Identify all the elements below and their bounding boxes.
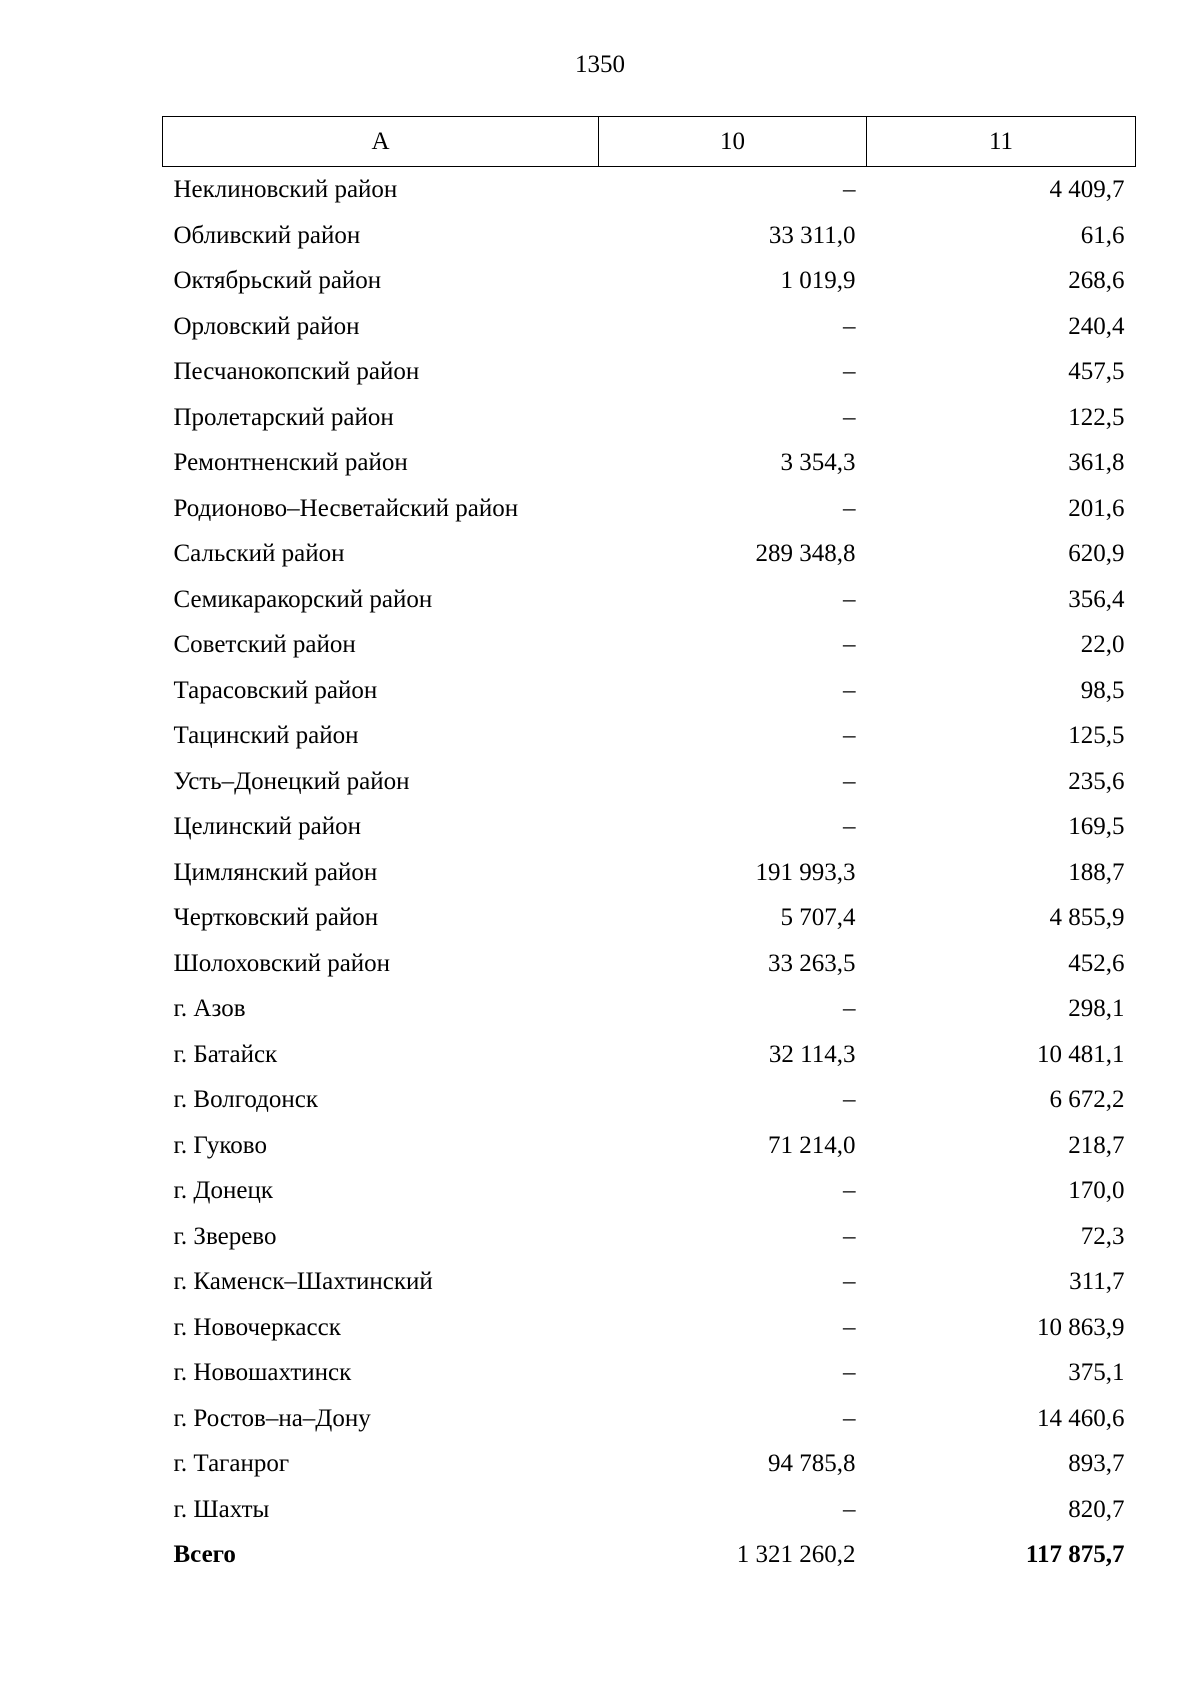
header-cell-11: 11 (867, 117, 1136, 167)
total-value-10: 1 321 260,2 (736, 1541, 856, 1568)
table-row (163, 1032, 1136, 1078)
row-value-10: – (843, 813, 856, 840)
table-row (163, 622, 1136, 668)
row-name: Ремонтненский район (173, 449, 408, 476)
row-value-10: 1 019,9 (780, 267, 856, 294)
row-value-11: 375,1 (1068, 1359, 1125, 1386)
row-name: г. Шахты (173, 1495, 270, 1523)
table-row (163, 850, 1136, 896)
table-row (163, 986, 1136, 1032)
row-name: г. Гуково (173, 1131, 267, 1159)
row-value-10: – (843, 1359, 856, 1386)
row-name: Неклиновский район (173, 176, 398, 203)
table-row (163, 713, 1136, 759)
total-value-11: 117 875,7 (1025, 1541, 1125, 1568)
page-number: 1350 (575, 51, 625, 78)
row-value-10: 33 311,0 (768, 221, 856, 249)
row-value-11: 10 863,9 (1037, 1313, 1125, 1341)
row-name: Песчанокопский район (173, 358, 420, 385)
row-value-11: 820,7 (1068, 1495, 1125, 1523)
row-value-10: – (843, 585, 856, 613)
header-row (163, 117, 1136, 167)
table-row (163, 759, 1136, 805)
table-row (163, 1350, 1136, 1396)
row-name: г. Новочеркасск (173, 1313, 341, 1341)
row-value-10: 94 785,8 (768, 1450, 856, 1477)
row-name: Советский район (173, 631, 356, 658)
row-name: Шолоховский район (173, 949, 391, 977)
table-row (163, 1305, 1136, 1351)
row-name: Родионово–Несветайский район (173, 494, 519, 522)
row-value-11: 356,4 (1068, 585, 1125, 613)
row-name: Орловский район (173, 312, 360, 340)
table-row (163, 486, 1136, 532)
table-row (163, 1396, 1136, 1442)
row-value-10: – (843, 722, 856, 749)
table-row (163, 167, 1136, 213)
row-value-10: – (843, 995, 856, 1022)
row-name: г. Донецк (173, 1177, 273, 1204)
row-value-11: 61,6 (1080, 221, 1125, 249)
row-name: г. Новошахтинск (173, 1359, 352, 1386)
row-value-11: 4 855,9 (1049, 904, 1125, 931)
header-cell-10: 10 (599, 117, 867, 167)
row-name: Цимлянский район (173, 858, 378, 886)
row-value-11: 6 672,2 (1049, 1086, 1125, 1113)
row-name: Целинский район (173, 813, 361, 840)
row-value-11: 14 460,6 (1037, 1404, 1125, 1432)
row-name: г. Волгодонск (173, 1086, 319, 1113)
row-value-11: 169,5 (1068, 813, 1125, 840)
row-value-11: 620,9 (1068, 540, 1125, 567)
row-value-11: 361,8 (1068, 449, 1125, 476)
row-value-11: 457,5 (1068, 358, 1125, 385)
row-value-11: 22,0 (1080, 631, 1125, 658)
row-value-10: – (843, 312, 856, 340)
row-value-11: 298,1 (1068, 995, 1125, 1022)
table-row (163, 895, 1136, 941)
row-value-10: – (843, 1404, 856, 1432)
row-value-10: 71 214,0 (768, 1131, 856, 1159)
row-value-11: 188,7 (1068, 858, 1125, 886)
row-value-10: – (843, 1086, 856, 1113)
table-row (163, 804, 1136, 850)
table-row (163, 1077, 1136, 1123)
table-row (163, 668, 1136, 714)
row-value-10: – (843, 403, 856, 431)
table-row (163, 941, 1136, 987)
row-name: Тарасовский район (173, 676, 378, 704)
data-table (162, 116, 1136, 1578)
row-name: г. Каменск–Шахтинский (173, 1268, 433, 1295)
table-row (163, 531, 1136, 577)
row-value-11: 452,6 (1068, 949, 1125, 977)
row-value-11: 240,4 (1068, 312, 1125, 340)
row-value-10: – (843, 1177, 856, 1204)
row-name: г. Зверево (173, 1222, 277, 1250)
row-value-11: 125,5 (1068, 722, 1125, 749)
row-value-11: 10 481,1 (1037, 1040, 1125, 1068)
row-name: г. Ростов–на–Дону (173, 1404, 371, 1432)
table-row (163, 395, 1136, 441)
row-value-11: 893,7 (1068, 1450, 1125, 1477)
row-name: г. Азов (173, 995, 246, 1022)
total-label: Всего (173, 1541, 236, 1568)
row-value-11: 4 409,7 (1049, 176, 1125, 203)
header-cell-a: А (163, 117, 599, 167)
row-value-11: 122,5 (1068, 403, 1125, 431)
row-value-10: 5 707,4 (780, 904, 856, 931)
row-value-10: – (843, 1495, 856, 1523)
row-value-10: – (843, 676, 856, 704)
table-row (163, 1123, 1136, 1169)
row-name: Тацинский район (173, 722, 359, 749)
table-row (163, 1214, 1136, 1260)
table-body (163, 167, 1136, 1578)
row-name: Октябрьский район (173, 267, 382, 294)
row-value-10: – (843, 176, 856, 203)
table-row (163, 1168, 1136, 1214)
row-name: г. Таганрог (173, 1450, 290, 1477)
row-value-10: 33 263,5 (768, 949, 856, 977)
total-row (163, 1532, 1136, 1578)
row-value-10: – (843, 494, 856, 522)
row-value-11: 311,7 (1069, 1268, 1125, 1295)
table-row (163, 258, 1136, 304)
row-value-11: 268,6 (1068, 267, 1125, 294)
row-name: Семикаракорский район (173, 585, 433, 613)
row-value-11: 72,3 (1080, 1222, 1125, 1250)
row-value-10: 3 354,3 (780, 449, 856, 476)
table-row (163, 1441, 1136, 1487)
row-name: Обливский район (173, 221, 361, 249)
table-row (163, 1259, 1136, 1305)
table-header (163, 117, 1136, 167)
row-value-10: – (843, 767, 856, 795)
row-name: Сальский район (173, 540, 345, 567)
row-value-11: 98,5 (1080, 676, 1125, 704)
row-value-10: – (843, 358, 856, 385)
row-name: г. Батайск (173, 1040, 278, 1068)
row-name: Пролетарский район (173, 403, 394, 431)
table-row (163, 577, 1136, 623)
row-value-11: 235,6 (1068, 767, 1125, 795)
table-row (163, 349, 1136, 395)
table-row (163, 1487, 1136, 1533)
row-value-10: 191 993,3 (755, 858, 856, 886)
row-value-10: 289 348,8 (755, 540, 856, 567)
row-value-11: 218,7 (1068, 1131, 1125, 1159)
table-row (163, 213, 1136, 259)
row-value-10: – (843, 1268, 856, 1295)
row-value-10: – (843, 631, 856, 658)
row-name: Чертковский район (173, 904, 379, 931)
table-row (163, 304, 1136, 350)
row-value-10: 32 114,3 (768, 1040, 856, 1068)
row-value-10: – (843, 1222, 856, 1250)
table-row (163, 440, 1136, 486)
row-value-11: 201,6 (1068, 494, 1125, 522)
row-value-10: – (843, 1313, 856, 1341)
row-name: Усть–Донецкий район (173, 767, 410, 795)
row-value-11: 170,0 (1068, 1177, 1125, 1204)
